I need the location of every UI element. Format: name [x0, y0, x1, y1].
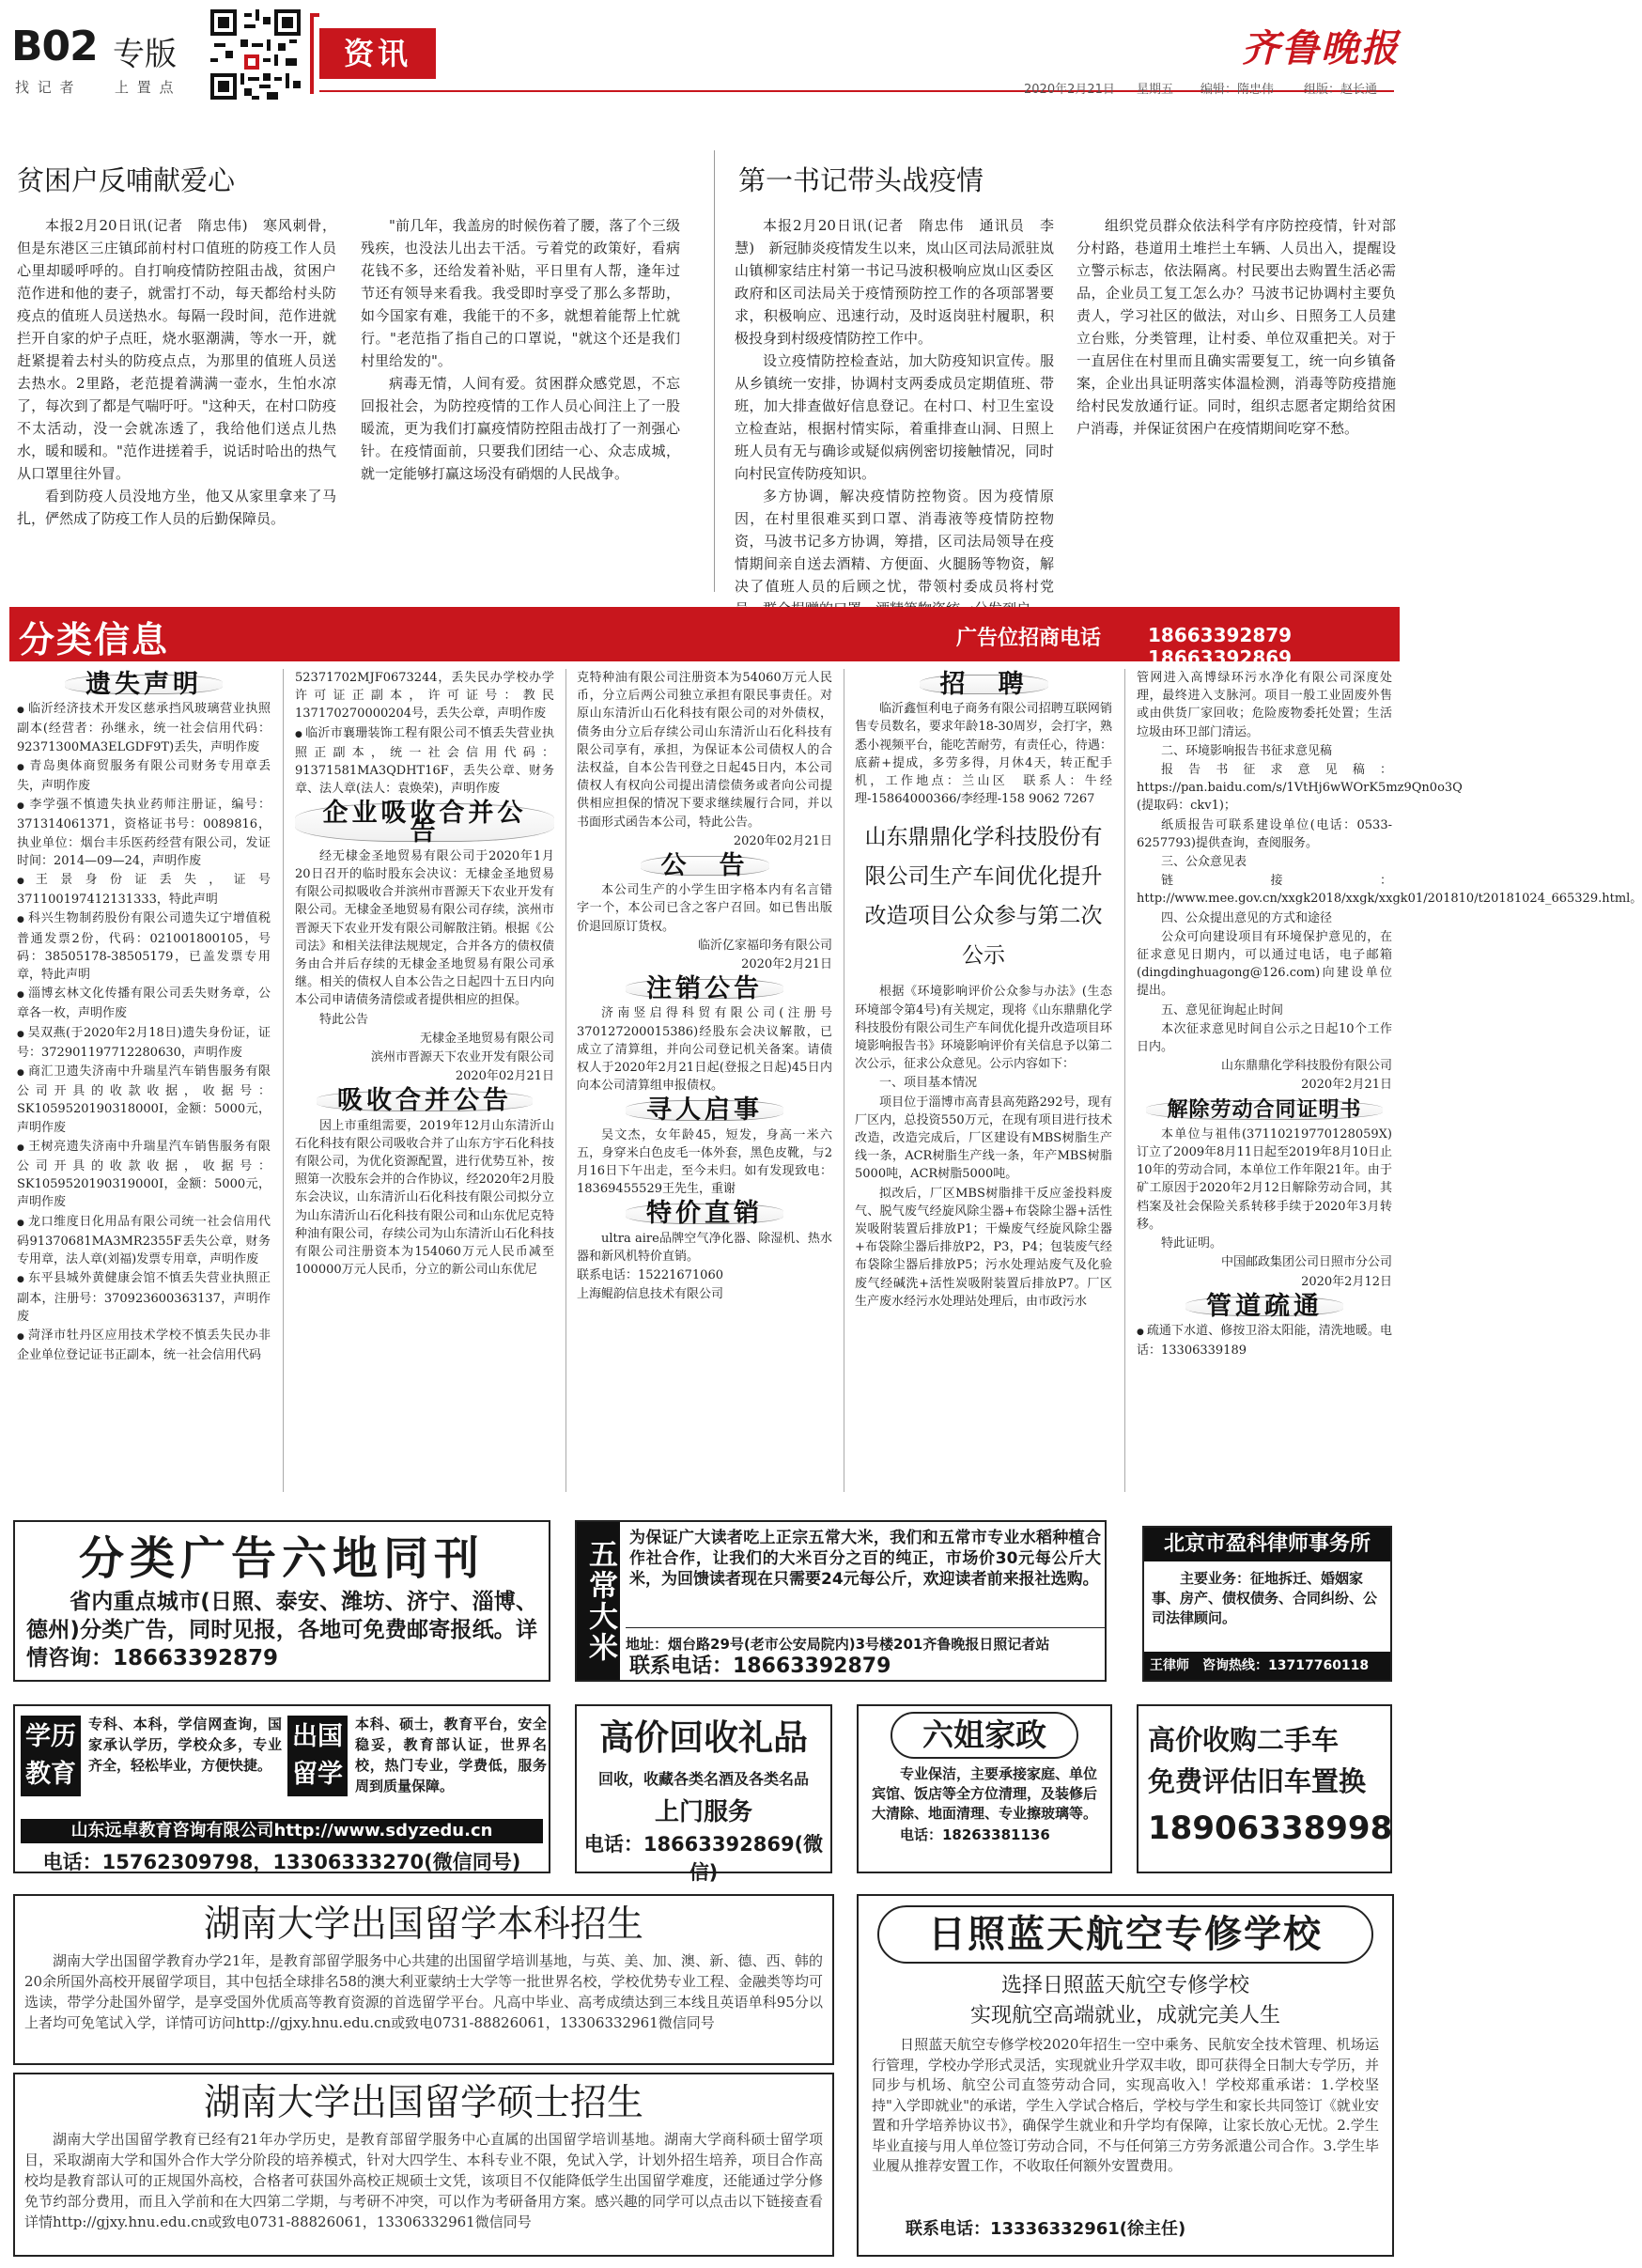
list-item: ● 淄博玄林文化传播有限公司丢失财务章，公章各一枚，声明作废: [17, 985, 271, 1022]
qr-code-icon: [210, 9, 301, 100]
eia-text: 二、环境影响报告书征求意见稿: [1161, 743, 1333, 758]
eia-text: 链接：http://www.mee.gov.cn/xxgk2018/xxgk/xxgk01/201810/t20181024_665329.html。: [1137, 874, 1642, 907]
column-divider: [565, 669, 566, 1492]
ad-lawyer-footer: [1144, 1652, 1390, 1680]
eia-text: 拟改后，厂区MBS树脂排干反应釜投料废气、脱气废气经旋风除尘器+布袋除尘器+活性炭吸附装置后排放P1；干燥废气经旋风除尘器+布袋除尘器后排放P2，P3，P4；包装废气经布袋除尘器后排放P5；污水处理站废气及化验废气经碱洗+活性炭吸附装置后排放P7。厂区生产废水经污水处理站处理后，由市政污水: [855, 1186, 1112, 1309]
eia-text: 公众可向建设项目有环境保护意见的，在征求意见日期内，可以通过电话，电子邮箱(dingdinghuagong@126.com)向建设单位提出。: [1137, 929, 1392, 999]
article2-col1: [735, 214, 1054, 595]
eia-text: 五、意见征询起止时间: [1161, 1002, 1284, 1017]
ad-house-body: 专业保洁，主要承接家庭、单位宾馆、饭店等全方位清理，及装修后大清除、地面清理、专业擦玻璃等。: [872, 1765, 1098, 1822]
list-item: ● 王 景 身 份 证 丢 失 ， 证 号371100197412131333，特此声明: [17, 871, 271, 909]
article-divider: [714, 150, 715, 592]
ad-aviation-phone: 联系电话：13336332961(徐主任): [906, 2219, 1186, 2239]
column-divider: [283, 669, 284, 1492]
eia-text: 四、公众提出意见的方式和途径: [1161, 910, 1333, 925]
labor-date: 2020年2月12日: [1301, 1274, 1392, 1289]
classified-col-2: [295, 669, 554, 1494]
eia-text: 根据《环境影响评价公众参与办法》(生态环境部令第4号)有关规定，现将《山东鼎鼎化学科技股份有限公司生产车间优化提升改造项目环境影响报告书》环境影响评价有关信息予以第二次公示，征求公众意见。公示内容如下：: [855, 985, 1112, 1072]
article1-title: 贫困户反哺献爱心: [17, 164, 236, 196]
ad-house: [857, 1704, 1112, 1873]
ad-liudi: [13, 1520, 550, 1682]
article1-col1: [17, 214, 336, 588]
recruit-heading: 招 聘: [855, 675, 1112, 694]
list-item: ● 临沂经济技术开发区慈承挡风玻璃营业执照副本(经营者：孙继永，统一社会信用代码：92371300MA3ELGDF9T)丢失，声明作废: [17, 700, 271, 756]
public-notice-date: 2020年2月21日: [741, 957, 832, 972]
drain-heading: 管道疏通: [1137, 1297, 1392, 1316]
cancel-notice-text: 济南竖启得科贸有限公司(注册号370127200015386)经股东会决议解散，已成立了清算组，并向公司登记机关备案。请债权人于2020年2月21日起(登报之日起)45日内向本公司清算组申报债权。: [577, 1006, 832, 1094]
sub-left: 找 记 者: [15, 79, 76, 96]
section-label: 资讯: [319, 28, 436, 79]
article2-paragraph: 本报2月20日讯(记者 隋忠伟 通讯员 李慧) 新冠肺炎疫情发生以来，岚山区司法局派驻岚山镇柳家结庄村第一书记马波积极响应岚山区委区政府和区司法局关于疫情预防控工作的各项部署要求，积极响应、迅速行动，及时返岗驻村履职，积极投身到村级疫情防控工作中。: [735, 217, 1054, 347]
eia-heading: 山东鼎鼎化学科技股份有限公司生产车间优化提升改造项目公众参与第二次公示: [864, 825, 1103, 969]
issue-date: 2020年2月21日: [1024, 83, 1115, 97]
ad-edu-tag-1: 学历教育: [21, 1716, 81, 1796]
ad-edu-tag-2: 出国留学: [287, 1716, 348, 1796]
labor-sign: 中国邮政集团公司日照市分公司: [1220, 1255, 1392, 1270]
article2-paragraph: 多方协调，解决疫情防控物资。因为疫情原因，在村里很难买到口罩、消毒液等疫情防控物资，马波书记多方协调，筹措，区司法局领导在疫情期间亲自送去酒精、方便面、火腿肠等物资，解决了值班人员的后顾之忧，带领村委成员将村党: [735, 488, 1054, 595]
recruit-text: 临沂鑫恒利电子商务有限公司招聘互联网销售专员数名，要求年龄18-30周岁，会打字，熟悉小视频平台，能吃苦耐劳，有责任心，待遇：底薪+提成，多劳多得，月休4天，转正配手机，工作地点：兰山区 联系人：牛经理-15864000366/李经理-158 9062 7267: [855, 702, 1112, 807]
ad-lawyer-contact: 王律师: [1150, 1658, 1189, 1673]
merge-notice-heading: 企业吸收合并公告: [295, 803, 554, 841]
article2-col2: [1077, 214, 1396, 588]
issue-weekday: 星期五: [1137, 83, 1174, 97]
eia-date: 2020年2月21日: [1301, 1078, 1392, 1093]
ad-liudi-title: 分类广告六地同刊: [78, 1532, 485, 1585]
sale-text: ultra aire品牌空气净化器、除湿机、热水器和新风机特价直销。: [577, 1231, 832, 1264]
eia-text: 纸质报告可联系建设单位(电话：0533-6257793)提供查询，查阅服务。: [1137, 817, 1392, 850]
ad-hunan-master-body: 湖南大学出国留学教育已经有21年办学历史，是教育部留学服务中心直属的出国留学培训基地。湖南大学商科硕士留学项目，采取湖南大学和国外合作大学分阶段的培养模式，针对大四学生、本科专业不限，免试入学，计划外招生培养，项目合作高校均是教育部认可的正规国外高校，合格者可获国外高校正规硕士文凭，该项目不仅能降低学生出国留学难度，还能通过学分修免节约部分费用，而且入学前和在大四第二学期，与考研不冲突，可以作为考研备用方案。感兴趣的同学可以点击以下链接查看详情http://gjxy.hnu.edu.cn或致电0731-88826061，13306332961微信同号: [24, 2131, 823, 2230]
eia-text: 管网进入高博绿环污水净化有限公司深度处理，最终进入支脉河。项目一般工业固废外售或由供货厂家回收；危险废物委托处置；生活垃圾由环卫部门清运。: [1137, 671, 1392, 739]
labor-text: 本单位与祖伟(37110219770128059X)订立了2009年8月11日起至2019年8月10日止10年的劳动合同，本单位工作年限21年。由于矿工原因于2020年2月12日解除劳动合同，其档案及社会保险关系转移手续于2020年3月转移。: [1137, 1126, 1392, 1232]
ad-hunan-bachelor-body: 湖南大学出国留学教育办学21年，是教育部留学服务中心共建的出国留学培训基地，与英、美、加、澳、新、德、西、韩的20余所国外高校开展留学项目，其中包括全球排名58的澳大利亚蒙纳士大学等一批世界名校，学校优势专业工程、金融类等均可选读，带学分赴国外留学，是享受国外优质高等教育资源的首选留学平台。凡高中毕业、高考成绩达到三本线且英语单科95分以上者均可免笔试入学，详情可访问http://gjxy.hnu.edu.cn或致电0731-88826061，13306332961微信同号: [24, 1952, 823, 2031]
ad-hunan-master: [13, 2073, 834, 2257]
ad-hunan-bachelor-title: 湖南大学出国留学本科招生: [203, 1903, 643, 1946]
ad-rice-body: 为保证广大读者吃上正宗五常大米，我们和五常市专业水稻种植合作社合作，让我们的大米百分之百的纯正，市场价30元每公斤大米，为回馈读者现在只需要24元每公斤，欢迎读者前来报社选购。: [629, 1529, 1101, 1589]
eia-text: 本次征求意见时间自公示之日起10个工作日内。: [1137, 1021, 1392, 1055]
list-item: ● 王树亮遗失济南中升瑞星汽车销售服务有限公司开具的收款收据，收据号：SK1059520190319000I，金额：5000元，声明作废: [17, 1138, 271, 1212]
ad-lawyer-hotline: 咨询热线：13717760118: [1202, 1658, 1370, 1673]
ad-liudi-body: 省内重点城市(日照、泰安、潍坊、济宁、淄博、德州)分类广告，同时见报，各地可免费邮寄报纸。详情咨询：18663392879: [26, 1590, 537, 1670]
merge-sign-2: 滨州市晋源天下农业开发有限公司: [370, 1050, 554, 1065]
cancel-notice-heading: 注销公告: [577, 979, 832, 999]
ad-gift-service: 上门服务: [654, 1798, 752, 1826]
ad-aviation-sub-2: 实现航空高端就业，成就完美人生: [969, 2004, 1280, 2027]
merge-notice-text: 经无棣金圣地贸易有限公司于2020年1月20日召开的临时股东会决议：无棣金圣地贸易有限公司拟吸收合并滨州市晋源天下农业开发有限公司。无棣金圣地贸易有限公司存续，滨州市晋源天下农业开发有限公司解散注销。根据《公司法》和相关法律法规规定，合并各方的债权债务由合并后存续的无棣金圣地贸易有限公司承继。相关的债权人自本公告之日起四十五日内向本公司申请债务清偿或者提供相应的担保。: [295, 848, 554, 1008]
article2-title: 第一书记带头战疫情: [738, 164, 984, 196]
eia-text: 报告书征求意见稿：https://pan.baidu.com/s/1VtHj6wWOrK5mz9Qn0o3Q (提取码：ckv1)；: [1137, 763, 1475, 814]
merge-sign-1: 无棣金圣地贸易有限公司: [419, 1031, 554, 1046]
ad-edu: [13, 1704, 550, 1873]
article2-paragraph: 设立疫情防控检查站，加大防疫知识宣传。服从乡镇统一安排，协调村支两委成员定期值班、带班，加大排查做好信息登记。在村口、村卫生室设立检查站，根据村情实际，着重排查山洞、日照上班人员有无与确诊或疑似病例密切接触情况，同时向村民宣传防疫知识。: [735, 352, 1054, 482]
sale-company: 上海鲲韵信息技术有限公司: [577, 1287, 724, 1302]
public-notice-heading: 公 告: [577, 856, 832, 876]
eia-sign: 山东鼎鼎化学科技股份有限公司: [1220, 1059, 1392, 1074]
merge-date: 2020年02月21日: [455, 1069, 554, 1084]
article2-paragraph: 组织党员群众依法科学有序防控疫情，针对部分村路，巷道用土堆拦土车辆、人员出入，提醒设立警示标志，依法隔离。村民要出去购置生活必需品，企业员工复工怎么办？马波书记协调村主要负责人，学习社区的做法，对山乡、日照务工人员建立台账，分类管理，让村委、单位双重把关。对于一直居住在村里而且确实需要复工，统一向乡镇备案，企业出具证明落实体温检测，消毒等防疫措施给村民发放通行证。同时，组织志愿者定期给贫困户消毒，并保证贫困户在疫情期间吃穿不愁。: [1077, 217, 1396, 437]
ad-car: [1137, 1704, 1392, 1873]
absorb-notice-text: 因上市重组需要，2019年12月山东清沂山石化科技有限公司吸收合并了山东方宇石化科技有限公司，为优化资源配置，进行优势互补，按照第一次股东会并的合作协议，经2020年2月股东会决议，山东清沂山石化科技有限公司拟分立为山东清沂山石化科技有限公司和山东优尼克特种油有限公司，存续公司为山东清沂山石化科技有限公司注册资本为154060万元人民币减至100000万元人民币，分立的新公司山东优尼: [295, 1118, 554, 1278]
list-item: ● 龙口维度日化用品有限公司统一社会信用代码91370681MA3MR2355F丢失公章，财务专用章，法人章(刘福)发票专用章，声明作废: [17, 1213, 271, 1269]
notice-date: 2020年02月21日: [733, 833, 832, 848]
public-notice-sign: 临沂亿家福印务有限公司: [697, 938, 832, 953]
list-item: ● 吴双燕(于2020年2月18日)遗失身份证，证号：372901197712280630，声明作废: [17, 1024, 271, 1062]
list-item: 克特种油有限公司注册资本为54060万元人民币，分立后两公司独立承担有限民事责任。对原山东清沂山石化科技有限公司的对外债权，债务由分立后存续公司山东清沂山石化科技有限公司享有，承担，为保证本公司债权人的合法权益，自本公告刊登之日起45日内，本公司债权人有权向公司提出清偿债务或者向公司提供相应担保的情况下要求继续履行合同，并以书面形式函告本公司，特此公告。: [577, 671, 832, 830]
ad-lawyer-body: 主要业务：征地拆迁、婚姻家事、房产、债权债务、合同纠纷、公司法律顾问。: [1152, 1570, 1378, 1626]
classified-ad-label: 广告位招商电话: [956, 627, 1102, 650]
paper-logo: 齐鲁晚报: [1242, 26, 1400, 70]
drain-text: ● 疏通下水道、修按卫浴太阳能，清洗地暖。电话：13306339189: [1137, 1322, 1392, 1359]
seek-notice-heading: 寻人启事: [577, 1100, 832, 1120]
column-divider: [1124, 669, 1125, 1492]
ad-car-line-1: 高价收购二手车: [1148, 1724, 1340, 1756]
ad-rice: [575, 1520, 1107, 1682]
ad-lawyer: [1142, 1526, 1392, 1682]
classified-phones: 18663392879 18663392869: [1148, 624, 1293, 669]
list-item: ● 商汇卫遗失济南中升瑞星汽车销售服务有限公司开具的收款收据，收据号：SK1059520190318000I，金额：5000元，声明作废: [17, 1063, 271, 1137]
editor-credit: 编辑：隋忠伟: [1201, 83, 1275, 97]
ad-rice-address: 地址：烟台路29号(老市公安局院内)3号楼201齐鲁晚报日照记者站: [626, 1627, 1105, 1654]
seek-notice-text: 吴文杰，女年龄45，短发，身高一米六五，身穿米白色皮毛一体外套，黑色皮靴，与2月16日下午出走，至今未归。如有发现致电：18369455529王先生，重谢: [577, 1127, 832, 1197]
ad-edu-company: 山东远卓教育咨询有限公司http://www.sdyzedu.cn: [21, 1819, 543, 1843]
eia-text: 三、公众意见表: [1161, 855, 1247, 870]
article1-paragraph: 本报2月20日讯(记者 隋忠伟) 寒风刺骨，但是东港区三庄镇邱前村村口值班的防疫工作人员心里却暖呼呼的。自打响疫情防控阻击战，贫困户范作进和他的妻子，就雷打不动，每天都给村头防疫点的值班人员送热水。每隔一段时间，范作进就拦开自家的炉子点旺，烧水驱潮满，等水一开，就赶紧提着去村头的防疫点点，为那里的值班人员送去热水。2里路，老范提着满满一壶水，生怕水凉了，每次到了都是气喘吁吁。"这种天，在村口防疫不太活动，没一会就冻透了，我给他们送点儿热水，暖和暖和。"范作进搓着手，说话时哈出的热气从口罩里往外冒。: [17, 217, 336, 482]
ad-gift: [575, 1704, 832, 1884]
ad-rice-phone: 联系电话：18663392879: [629, 1654, 891, 1678]
labor-special: 特此证明。: [1161, 1236, 1223, 1251]
merge-special: 特此公告: [319, 1012, 369, 1027]
article1-col2: [361, 214, 680, 588]
designer-credit: 组版：赵长通: [1304, 83, 1378, 97]
list-item: ● 菏泽市牡丹区应用技术学校不慎丢失民办非企业单位登记证书正副本，统一社会信用代码: [17, 1327, 271, 1364]
absorb-notice-heading: 吸收合并公告: [295, 1091, 554, 1111]
classified-col-5: [1137, 669, 1642, 1494]
article1-paragraph: 病毒无情，人间有爱。贫困群众感党恩，不忘回报社会，为防控疫情的工作人员心间注上了一股暖流，更为我们打赢疫情防控阻击战打了一剂强心针。在疫情面前，只要我们团结一心、众志成城，就一定能够打赢这场没有硝烟的人民战争。: [361, 375, 680, 482]
ad-aviation-body: 日照蓝天航空专修学校2020年招生一空中乘务、民航安全技术管理、机场运行管理，学校办学形式灵活，实现就业升学双丰收，即可获得全日制大专学历，并同步与机场、航空公司直签劳动合同，实现高收入！学校郑重承诺：1.学校坚持"入学即就业"的承诺，学生入学试合格后，学校与学生和家长共同签订《就业安置和升学培养协议书》，确保学生就业和升学均有保障，让家长放心无忧。2.学生毕业直接与用人单位签订劳动合同，不与任何第三方劳务派遣公司合作。3.学生毕业履从推荐安置工作，不收取任何额外安置费用。: [872, 2036, 1380, 2174]
ad-hunan-bachelor: [13, 1894, 834, 2065]
ad-car-phone: 18906338998: [1148, 1810, 1393, 1847]
classified-col-1: [17, 669, 271, 1494]
list-item: ● 东平县城外黄健康会馆不慎丢失营业执照正副本，注册号：370923600363137，声明作废: [17, 1269, 271, 1326]
labor-heading: 解除劳动合同证明书: [1137, 1100, 1392, 1120]
sale-contact: 联系电话：15221671060: [577, 1268, 723, 1283]
ad-gift-title: 高价回收礼品: [599, 1717, 808, 1758]
lost-notice-heading: 遗失声明: [17, 675, 271, 694]
ad-edu-text-2: 本科、硕士，教育平台，安全稳妥，教育部认证，世界名校，热门专业，学费低，服务周到质量保障。: [355, 1716, 547, 1794]
ad-rice-vertical: 五常大米: [577, 1522, 620, 1680]
section-type: 专版: [113, 36, 177, 73]
ad-edu-phone: 电话：15762309798，13306333270(微信同号): [42, 1851, 521, 1873]
sub-right: 上 置 点: [115, 79, 176, 96]
ad-hunan-master-title: 湖南大学出国留学硕士招生: [203, 2082, 643, 2124]
list-item: ● 科兴生物制药股份有限公司遗失辽宁增值税普通发票2份，代码：021001800105，号码：38505178-38505179，已盖发票专用章，特此声明: [17, 909, 271, 984]
ad-aviation-title: 日照蓝天航空专修学校: [877, 1905, 1373, 1964]
list-item: 52371702MJF0673244，丢失民办学校办学许可证正副本，许可证号：教民137170270000204号，丢失公章，声明作废: [295, 671, 554, 722]
classified-col-3: [577, 669, 832, 1494]
article1-paragraph: "前几年，我盖房的时候伤着了腰，落了个三级残疾，也没法儿出去干活。亏着党的政策好，看病花钱不多，还给发着补贴，平日里有人帮，逢年过节还有领导来看我。我受即时享受了那么多帮助，如今国家有难，我能干的不多，就想着能帮上忙就行。"老范指了指自己的口罩说，"就这个还是我们村里给发的"。: [361, 217, 680, 369]
ad-gift-phone: 电话：18663392869(微信): [583, 1833, 824, 1884]
ad-car-line-2: 免费评估旧车置换: [1148, 1765, 1367, 1797]
list-item: ● 青岛奥体商贸服务有限公司财务专用章丢失，声明作废: [17, 757, 271, 795]
ad-edu-text-1: 专科、本科，学信网查询，国家承认学历，学校众多，专业齐全，轻松毕业，方便快捷。: [88, 1716, 282, 1774]
list-item: ● 李学强不慎遗失执业药师注册证，编号：371314061371，资格证书号：0089816，执业单位：烟台丰乐医药经营有限公司，发证时间：2014—09—24，声明作废: [17, 796, 271, 870]
eia-text: 一、项目基本情况: [879, 1076, 978, 1091]
public-notice-text: 本公司生产的小学生田字格本内有名言错字一个，本公司已含之客户召回。如已售出版价退回原订货权。: [577, 883, 832, 934]
classified-col-4: [855, 669, 1112, 1494]
ad-house-phone: 电话：18263381136: [900, 1826, 1050, 1843]
ad-lawyer-title: 北京市盈科律师事务所: [1144, 1528, 1390, 1561]
eia-text: 项目位于淄博市高青县高苑路292号，现有厂区内，总投资550万元，在现有项目进行技术改造，改造完成后，厂区建设有MBS树脂生产线一条，ACR树脂生产线一条，年产MBS树脂5000吨，ACR树脂5000吨。: [855, 1095, 1112, 1182]
sale-heading: 特价直销: [577, 1204, 832, 1223]
page-number: B02: [11, 23, 98, 70]
article1-paragraph: 看到防疫人员没地方坐，他又从家里拿来了马扎，俨然成了防疫工作人员的后勤保障员。: [17, 488, 336, 527]
ad-aviation-sub-1: 选择日照蓝天航空专修学校: [1000, 1974, 1249, 1997]
list-item: ● 临沂市襄珊装饰工程有限公司不慎丢失营业执照正副本，统一社会信用代码：91371581MA3QDHT16F，丢失公章、财务章、法人章(法人：袁焕荣)，声明作废: [295, 724, 554, 799]
ad-aviation: [857, 1894, 1394, 2257]
classified-header: 分类信息: [19, 619, 170, 660]
section-frame: [310, 13, 319, 94]
ad-house-title: 六姐家政: [891, 1712, 1078, 1759]
ad-gift-body: 回收，收藏各类名酒及各类名品: [597, 1770, 809, 1788]
